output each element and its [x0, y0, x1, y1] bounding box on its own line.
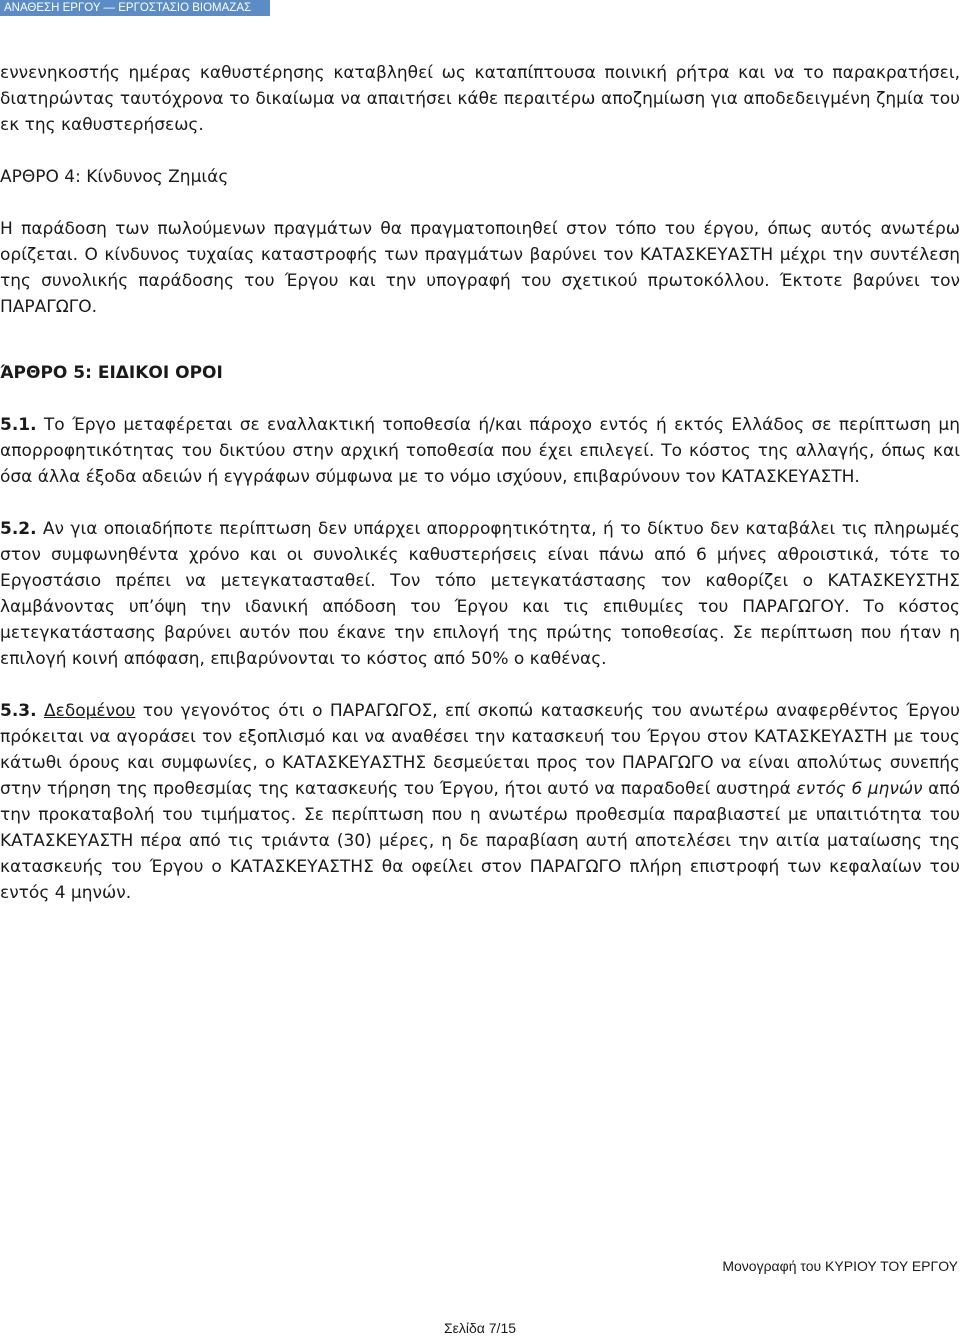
article-5-title: ΆΡΘΡΟ 5: ΕΙΔΙΚΟΙ ΟΡΟΙ	[0, 363, 223, 383]
clause-5-2	[0, 516, 960, 672]
clause-5-2-number: 5.2.	[0, 519, 37, 539]
paragraph-continuation: εννενηκοστής ημέρας καθυστέρησης καταβληθεί ως καταπίπτουσα ποινική ρήτρα και να το παρακρατήσει, διατηρώντας ταυτόχρονα το δικαίωμα να απαιτήσει κάθε περαιτέρω αποζημίωση για αποδεδειγμένη ζημία του εκ της καθυστερήσεως.	[0, 63, 960, 135]
clause-5-1-number: 5.1.	[0, 415, 37, 435]
clause-5-3-text-a: του γεγονότος ότι ο ΠΑΡΑΓΩΓΟΣ, επί σκοπώ κατασκευής του ανωτέρω αναφερθέντος Έργου πρόκειται να αγοράσει τον εξοπλισμό και να αναθέσει την κατασκευή του Έργου στον ΚΑΤΑΣΚΕΥΑΣΤΗ με τους κάτωθι όρους και συμφωνίες, ο ΚΑΤΑΣΚΕΥΑΣΤΗΣ δεσμεύεται προς τον ΠΑΡΑΓΩΓΟ να είναι απολύτως συνεπής στην τήρηση της προθεσμίας της κατασκευής του Έργου, ήτοι αυτό να παραδοθεί αυστηρά	[0, 701, 960, 799]
clause-5-2-text: Αν για οποιαδήποτε περίπτωση δεν υπάρχει απορροφητικότητα, ή το δίκτυο δεν καταβάλει τις πληρωμές στον συμφωνηθέντα χρόνο και οι συνολικές καθυστερήσεις είναι πάνω από 6 μήνες αθροιστικά, τότε το Εργοστάσιο πρέπει να μετεγκατασταθεί. Τον τόπο μετεγκατάστασης τον καθορίζει ο ΚΑΤΑΣΚΕΥΣΤΗΣ λαμβάνοντας υπ’όψη την ιδανική απόδοση του Έργου και τις επιθυμίες του ΠΑΡΑΓΩΓΟΥ. Το κόστος μετεγκατάστασης βαρύνει αυτόν που έκανε την επιλογή της πρώτης τοποθεσίας. Σε περίπτωση που ήταν η επιλογή κοινή απόφαση, επιβαρύνονται το κόστος από 50% ο καθένας.	[0, 519, 960, 669]
clause-5-3-number: 5.3.	[0, 701, 37, 721]
clause-5-3-text-b: από την προκαταβολή του τιμήματος. Σε περίπτωση που η ανωτέρω προθεσμία παραβιαστεί με υπαιτιότητα του ΚΑΤΑΣΚΕΥΑΣΤΗ πέρα από τις τριάντα (30) μέρες, η δε παραβίαση αυτή αποτελέσει την αιτία ματαίωσης της κατασκευής του Έργου ο ΚΑΤΑΣΚΕΥΑΣΤΗΣ θα οφείλει στον ΠΑΡΑΓΩΓΟ πλήρη επιστροφή των κεφαλαίων του εντός 4 μηνών.	[0, 779, 960, 903]
clause-5-3-italic: εντός 6 μηνών	[796, 779, 923, 799]
document-header-title: ΑΝΑΘΕΣΗ ΕΡΓΟΥ — ΕΡΓΟΣΤΑΣΙΟ ΒΙΟΜΑΖΑΣ	[0, 0, 270, 16]
page-number: Σελίδα 7/15	[443, 1320, 517, 1336]
document-body	[0, 60, 960, 906]
article-4-title: ΑΡΘΡΟ 4: Κίνδυνος Ζημιάς	[0, 167, 229, 187]
clause-5-1	[0, 412, 960, 490]
clause-5-1-text: Το Έργο μεταφέρεται σε εναλλακτική τοποθεσία ή/και πάροχο εντός ή εκτός Ελλάδος σε περίπτωση μη απορροφητικότητας του δικτύου στην αρχική τοποθεσία που έχει επιλεγεί. Το κόστος της αλλαγής, όπως και όσα άλλα έξοδα αδειών ή εγγράφων σύμφωνα με το νόμο ισχύουν, επιβαρύνουν τον ΚΑΤΑΣΚΕΥΑΣΤΗ.	[0, 415, 960, 487]
article-4-text: Η παράδοση των πωλούμενων πραγμάτων θα πραγματοποιηθεί στον τόπο του έργου, όπως αυτός ανωτέρω ορίζεται. Ο κίνδυνος τυχαίας καταστροφής των πραγμάτων βαρύνει τον ΚΑΤΑΣΚΕΥΑΣΤΗ μέχρι την συντέλεση της συνολικής παράδοσης του Έργου και την υπογραφή του σχετικού πρωτοκόλλου. Έκτοτε βαρύνει τον ΠΑΡΑΓΩΓΟ.	[0, 219, 960, 317]
clause-5-3	[0, 698, 960, 906]
clause-5-3-lead: Δεδομένου	[44, 701, 136, 721]
signature-note: Μονογραφή του ΚΥΡΙΟΥ ΤΟΥ ΕΡΓΟΥ	[722, 1258, 958, 1274]
